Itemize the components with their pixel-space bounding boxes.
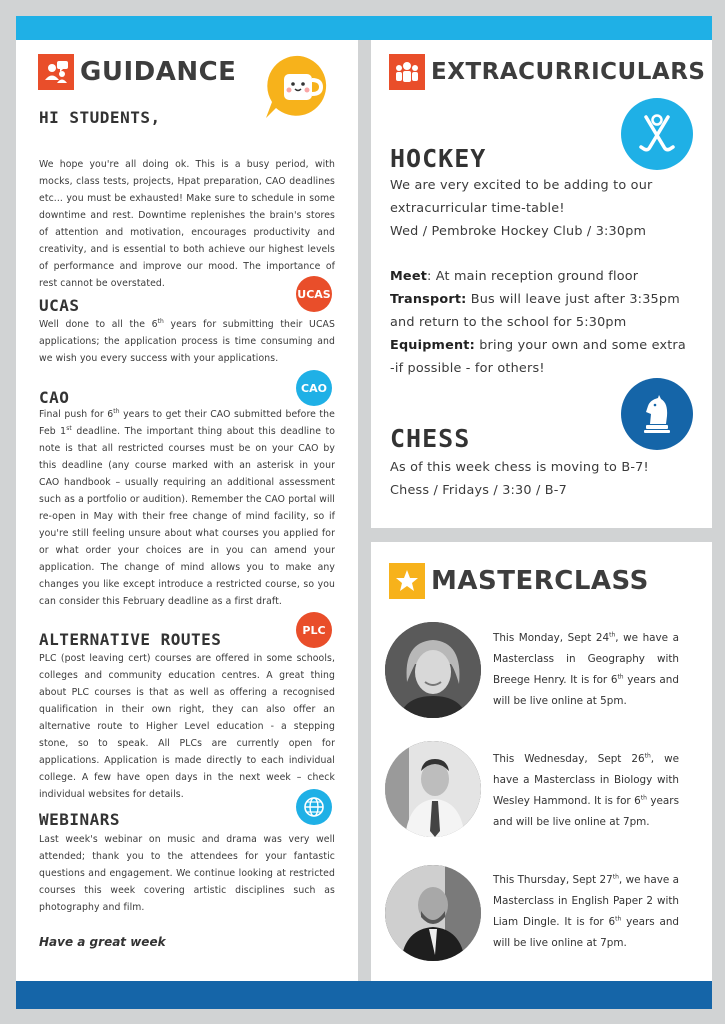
bottom-banner [16,981,712,1009]
hockey-intro: We are very excited to be adding to our extracurricular time-table! [390,178,653,216]
masterclass-item: This Thursday, Sept 27th, we have a Masterclass in English Paper 2 with Liam Dingle. It is for 6th years and will be live online at 7pm. [493,873,680,949]
guidance-header [38,54,236,90]
chess-details [390,456,690,502]
chess-line-2: Chess / Fridays / 3:30 / B-7 [390,483,567,498]
alternative-routes-heading: ALTERNATIVE ROUTES [39,630,222,649]
star-icon [389,563,425,599]
hockey-transport: Transport: Bus will leave just after 3:35pm and return to the school for 5:30pm [390,292,680,330]
hockey-schedule: Wed / Pembroke Hockey Club / 3:30pm [390,224,647,239]
hockey-equipment: Equipment: bring your own and some extra -if possible - for others! [390,338,686,376]
ucas-paragraph: Well done to all the 6th years for submitting their UCAS applications; the application process is time consuming and we wish you every success with your applications. [39,317,335,364]
masterclass-panel [371,542,712,981]
ucas-badge: UCAS [296,276,332,312]
speaker-photo-liam-dingle [385,865,481,961]
chess-heading: CHESS [390,424,471,453]
guidance-title: GUIDANCE [80,57,237,87]
cao-heading: CAO [39,388,70,407]
masterclass-header [389,563,649,599]
extracurriculars-title: EXTRACURRICULARS [431,59,706,85]
speaker-photo-wesley-hammond [385,741,481,837]
top-banner [16,16,712,40]
hockey-heading: HOCKEY [390,144,487,173]
ucas-heading: UCAS [39,296,80,315]
chat-people-icon [38,54,74,90]
hockey-meet: Meet: At main reception ground floor [390,269,639,284]
chess-knight-icon [621,378,693,450]
masterclass-title: MASTERCLASS [431,566,649,596]
cao-badge: CAO [296,370,332,406]
speaker-photo-breege-henry [385,622,481,718]
closing-line: Have a great week [39,935,166,949]
cao-paragraph: Final push for 6th years to get their CAO submitted before the Feb 1st deadline. The important thing about this deadline to note is that all restricted courses must be on your CAO by this deadline (any course marked with an asterisk in your CAO handbook – usually requiring an additional assessment such as a portfolio or audition). Remember the CAO portal will re-open in May with their free change of mind facility, so if you're still feeling unsure about what courses you applied for or what order your choices are in you can amend your application. The change of mind allows you to make any changes you like except introduce a restricted course, so you can consider this February deadline as a first draft. [39,407,335,607]
guidance-panel [16,40,358,981]
chess-line-1: As of this week chess is moving to B-7! [390,460,649,475]
masterclass-item: This Monday, Sept 24th, we have a Masterclass in Geography with Breege Henry. It is for 6th years and will be live online at 5pm. [493,631,679,707]
alternative-routes-paragraph: PLC (post leaving cert) courses are offered in some schools, colleges and community education centres. A great thing about PLC courses is that as well as offering a recognised qualification in their own right, they can also offer an alternative route to Higher Level education - a stepping stone, so to speak. All PLCs are currently open for applications. Application is made directly to each individual college. A few have open days in the next week – check individual websites for details. [39,653,335,800]
hockey-sticks-icon [621,98,693,170]
intro-paragraph: We hope you're all doing ok. This is a busy period, with mocks, class tests, projects, Hpat preparation, CAO deadlines etc... you must be exhausted! Make sure to schedule in some downtime and rest. Downtime replenishes the brain's stores of attention and motivation, encourages productivity and creativity, and is essential to both achieve our highest levels of performance and improve our mood. The importance of rest cannot be overstated. [39,159,335,289]
masterclass-item: This Wednesday, Sept 26th, we have a Masterclass in Biology with Wesley Hammond. It is for 6th years and will be live online at 7pm. [493,752,680,828]
webinars-paragraph: Last week's webinar on music and drama was very well attended; thank you to the attendees for your fantastic questions and engagement. We continue looking at restricted courses this week covering artistic disciplines such as photography and film. [39,834,335,913]
greeting: HI STUDENTS, [39,108,161,127]
extracurriculars-header [389,54,705,90]
globe-icon [296,789,332,825]
plc-badge: PLC [296,612,332,648]
hockey-details [390,174,690,380]
webinars-heading: WEBINARS [39,810,121,829]
group-people-icon [389,54,425,90]
coffee-cup-icon [264,54,336,124]
extracurriculars-panel [371,40,712,528]
